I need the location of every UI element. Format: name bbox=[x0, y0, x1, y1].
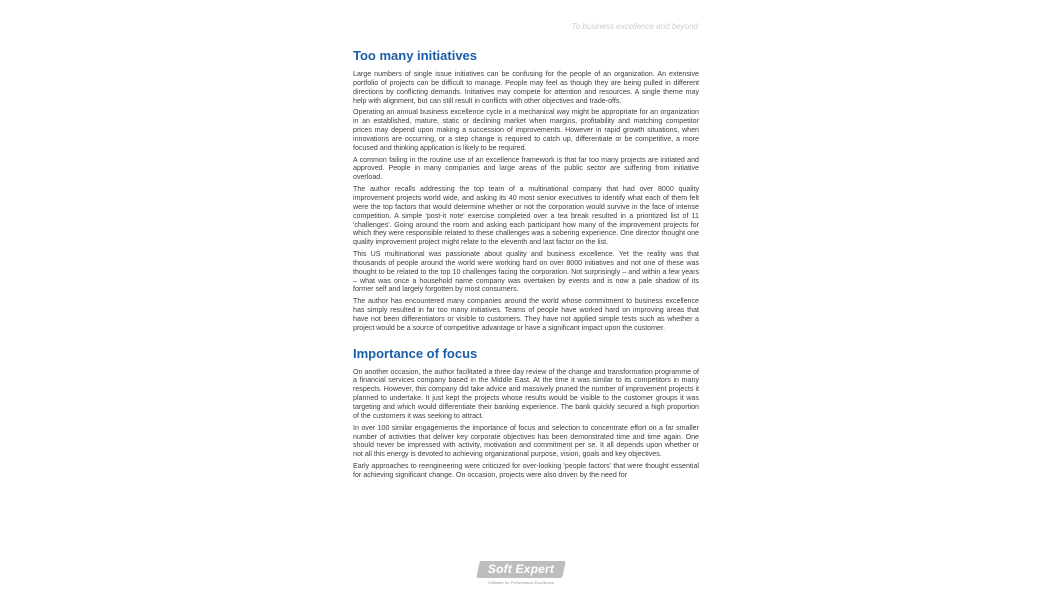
logo-text: Soft Expert bbox=[487, 562, 555, 576]
paragraph: Large numbers of single issue initiatives can be confusing for the people of an organization. An extensive portfolio of projects can be difficult to manage. People may feel as though they are being pulled in different directions by conflicting demands. Initiatives may compete for attention and resources. A single theme may help with alignment, but can still result in conflicts with other objectives and trade-offs. bbox=[353, 70, 699, 105]
paragraph: On another occasion, the author facilitated a three day review of the change and transformation programme of a financial services company based in the Middle East. At the time it was similar to its competitors in many respects. However, this company did take advice and massively pruned the number of improvement projects it planned to undertake. It just kept the projects whose results would be visible to the customer groups it was targeting and which would differentiate their banking experience. The bank quickly secured a high proportion of the customers it was seeking to attract. bbox=[353, 367, 699, 420]
paragraph: Operating an annual business excellence cycle in a mechanical way might be appropriate for an organization in an established, mature, static or declining market when margins, profitability and matching competitor prices may depend upon making a succession of improvements. However in rapid growth situations, when innovations are occurring, or a step change is required to catch up, differentiate or be competitive, a more focused and thinking application is likely to be required. bbox=[353, 108, 699, 152]
paragraph: In over 100 similar engagements the importance of focus and selection to concentrate effort on a far smaller number of activities that deliver key corporate objectives has been demonstrated time and time again. One should never be impressed with activity, motivation and commitment per se. It all depends upon whether or not all this energy is devoted to achieving organizational purpose, vision, goals and key objectives. bbox=[353, 423, 699, 459]
logo-subtitle: Software for Performance Excellence bbox=[487, 580, 555, 585]
section-title-too-many-initiatives: Too many initiatives bbox=[353, 48, 478, 63]
paragraph: The author has encountered many companies around the world whose commitment to business excellence has simply resulted in far too many initiatives. Teams of people have worked hard on improving areas that have not been differentiators or visible to customers. They have not applied simple tests such as whether a project would be a source of competitive advantage or have a significant impact upon the customer. bbox=[353, 297, 699, 332]
header-tagline: To business excellence and beyond bbox=[571, 22, 698, 31]
paragraph: The author recalls addressing the top team of a multinational company that had over 8000 quality improvement projects world wide, and asking its 40 most senior executives to identify what each of them felt were the top factors that would determine whether or not the corporation would survive in the face of intense competition. A simple 'post-it note' exercise completed over a tea break resulted in a prioritized list of 11 'challenges'. Going around the room and asking each participant how many of the improvement projects for which they were responsible related to these challenges was a sobering experience. One director thought one quality improvement project might relate to the eleventh and last factor on the list. bbox=[353, 185, 699, 247]
paragraph: This US multinational was passionate about quality and business excellence. Yet the reality was that thousands of people around the world were working hard on over 8000 initiatives and not one of these was thought to be related to the top 10 challenges facing the corporation. Not surprisingly – and within a few years – what was once a household name company was overtaken by events and is now a pale shadow of its former self and largely forgotten by most consumers. bbox=[353, 250, 699, 294]
document-body bbox=[353, 48, 699, 483]
paragraph: A common failing in the routine use of an excellence framework is that far too many projects are initiated and approved. People in many companies and large areas of the public sector are suffering from initiative overload. bbox=[353, 155, 699, 182]
section-title-importance-of-focus: Importance of focus bbox=[353, 345, 478, 361]
paragraph: Early approaches to reengineering were criticized for over-looking 'people factors' that were thought essential for achieving significant change. On occasion, projects were also driven by the need for bbox=[353, 462, 699, 479]
softexpert-logo bbox=[478, 561, 564, 589]
